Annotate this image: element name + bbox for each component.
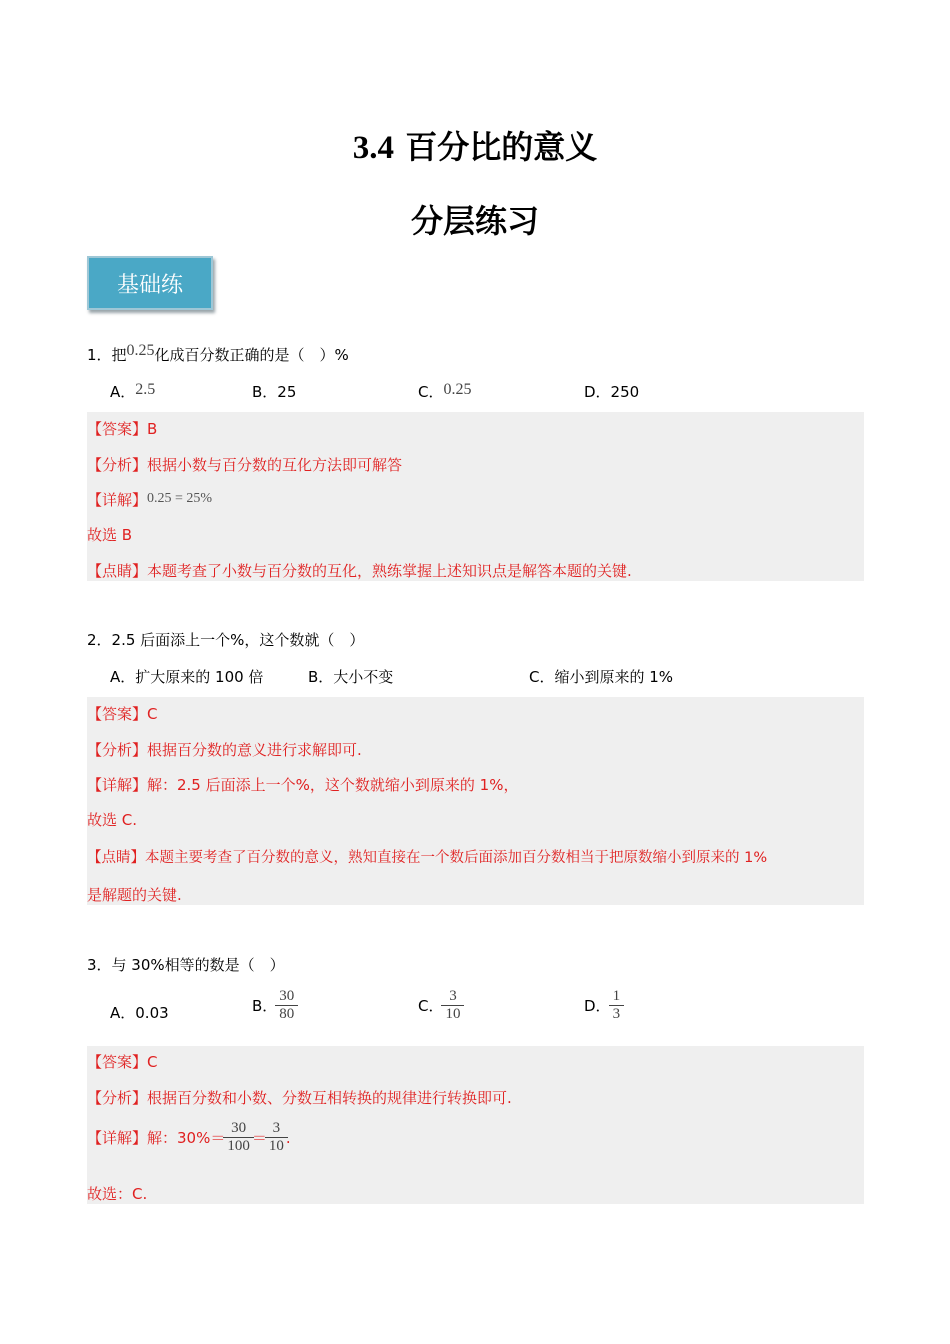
q1-detail-math: 0.25 = 25%: [147, 491, 213, 506]
q1-option-d: D．250: [584, 383, 640, 401]
q3-detail-f1-numerator: 30: [231, 1120, 247, 1136]
q3-option-b-fraction: [277, 988, 296, 1023]
q3-detail-prefix: 【详解】解：30%＝: [87, 1129, 226, 1147]
q2-option-b: B．大小不变: [308, 668, 394, 686]
q3-detail-end: .: [285, 1128, 291, 1147]
q3-detail-equals: ＝: [251, 1129, 267, 1147]
q2-comment-line1: 【点睛】本题主要考查了百分数的意义，熟知直接在一个数后面添加百分数相当于把原数缩小到原来的 1%: [87, 850, 768, 866]
q1-stem-prefix: 1．把: [87, 346, 127, 364]
q1-stem-value: 0.25: [126, 342, 155, 359]
q1-detail: [87, 489, 212, 510]
q3-detail-f2-numerator: 3: [272, 1120, 281, 1136]
q3-option-d-label: D．: [584, 996, 611, 1015]
q1-option-a: [110, 382, 155, 403]
q3-answer: 【答案】C: [87, 1053, 158, 1071]
q3-stem: 3．与 30%相等的数是（ ）: [87, 956, 285, 974]
q1-answer: 【答案】B: [87, 420, 158, 438]
q2-detail: 【详解】解：2.5 后面添上一个%，这个数就缩小到原来的 1%，: [87, 776, 519, 794]
q3-detail: [87, 1120, 291, 1155]
q3-option-c-denominator: 10: [445, 1006, 461, 1022]
q2-answer: 【答案】C: [87, 705, 158, 723]
q3-choose: 故选：C.: [87, 1185, 148, 1203]
q3-option-d-denominator: 3: [612, 1006, 621, 1022]
q1-stem: [87, 342, 349, 366]
q2-analysis: 【分析】根据百分数的意义进行求解即可.: [87, 741, 362, 759]
q3-option-d: [584, 988, 622, 1023]
q3-detail-f1-denominator: 100: [227, 1138, 250, 1154]
q1-stem-suffix: 化成百分数正确的是（ ）%: [154, 346, 349, 364]
page-title: [0, 122, 950, 168]
page-subtitle: 分层练习: [410, 202, 539, 240]
title-number: 3.4: [352, 130, 395, 166]
section-basic-practice: 基础练: [87, 256, 213, 310]
q1-analysis: 【分析】根据小数与百分数的互化方法即可解答: [87, 456, 403, 474]
q2-choose: 故选 C.: [87, 811, 138, 829]
q1-option-c: [418, 382, 471, 403]
q3-detail-f2-denominator: 10: [268, 1138, 284, 1154]
title-text: 百分比的意义: [405, 128, 598, 166]
q1-detail-label: 【详解】: [87, 491, 148, 509]
q2-stem: 2．2.5 后面添上一个%，这个数就（ ）: [87, 631, 365, 649]
q3-option-b-denominator: 80: [279, 1006, 295, 1022]
q3-option-c-numerator: 3: [449, 988, 457, 1004]
q2-option-a: A．扩大原来的 100 倍: [110, 668, 264, 686]
q2-option-c: C．缩小到原来的 1%: [529, 668, 674, 686]
q1-option-a-label: A．: [110, 383, 136, 401]
q3-option-c: [418, 988, 462, 1023]
q1-comment: 【点睛】本题考查了小数与百分数的互化，熟练掌握上述知识点是解答本题的关键.: [87, 562, 632, 580]
q3-option-c-label: C．: [418, 996, 444, 1015]
q1-choose: 故选 B: [87, 526, 133, 544]
q3-option-d-fraction: [611, 988, 623, 1023]
q1-option-c-label: C．: [418, 383, 444, 401]
q3-option-b-numerator: 30: [279, 988, 295, 1004]
q1-option-c-value: 0.25: [443, 381, 472, 398]
q3-option-c-fraction: [443, 988, 462, 1023]
q2-answer-box: [87, 697, 864, 905]
q1-option-a-value: 2.5: [135, 381, 156, 398]
q3-analysis: 【分析】根据百分数和小数、分数互相转换的规律进行转换即可.: [87, 1089, 512, 1107]
q3-option-a: A．0.03: [110, 1004, 169, 1022]
q3-detail-fraction-1: [225, 1120, 252, 1155]
q3-option-d-numerator: 1: [612, 988, 621, 1004]
q1-option-b: B．25: [252, 383, 297, 401]
q3-option-b-label: B．: [252, 996, 278, 1015]
q3-option-b: [252, 988, 296, 1023]
q3-detail-fraction-2: [267, 1120, 286, 1155]
q2-comment-line2: 是解题的关键.: [87, 886, 182, 904]
